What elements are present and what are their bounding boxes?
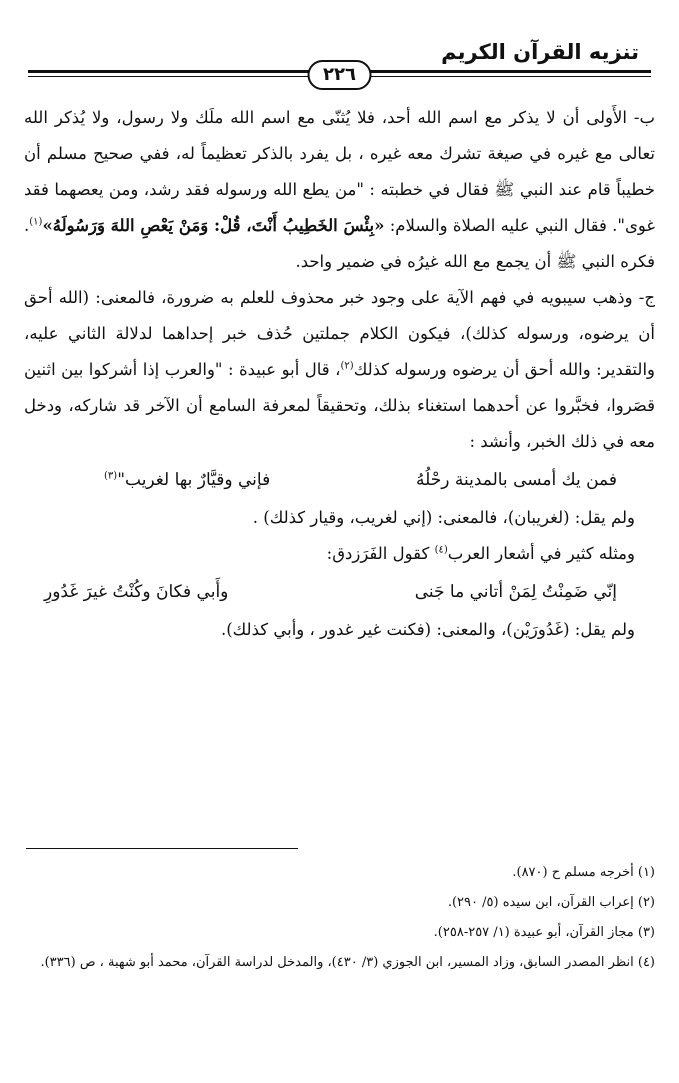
paragraph-text: ، قال أبو عبيدة : "والعرب إذا أشركوا بين اثنين قصَروا، فخبَّروا عن أحدهما استغناء بذلك، وتحقيقاً لمعرفة السامع أن الآخر قد شاركه، ودخل معه في ذلك الخبر، وأنشد : <box>24 360 655 451</box>
footnote: (١) أخرجه مسلم ح (٨٧٠). <box>512 865 655 880</box>
running-header-title: تنزيه القرآن الكريم <box>441 40 639 64</box>
paragraph-text: ج- وذهب سيبويه في فهم الآية على وجود خبر محذوف للعلم به ضرورة، فالمعنى: (الله أحق أن يرضوه، ورسوله كذلك)، فيكون الكلام جملتين حُذف خبر إحداهما لدلالة الثاني عليه، والتقدير: والله أحق أن يرضوه ورسوله كذلك <box>24 288 655 379</box>
footnote-marker: (٣) <box>104 470 118 482</box>
poetry-verse <box>24 460 655 500</box>
explanation-line: ومثله كثير في أشعار العرب$^{(٤)}$ كقول الفَرَزدق: <box>326 544 635 563</box>
paragraph-text: . فكره النبي ﷺ أن يجمع مع الله غيرُه في ضمير واحد. <box>24 216 655 271</box>
footnote-marker: (٤) <box>434 544 448 556</box>
explanation-line: ولم يقل: (غَدُورَيْن)، والمعنى: (فكنت غير غدور ، وأبي كذلك). <box>220 620 635 639</box>
verse-second-hemistich: فإني وقيَّارٌ بها لغريب"$^{(٣)}$ <box>104 470 271 490</box>
footnote: (٣) مجاز القرآن، أبو عبيدة (١/ ٢٥٧-٢٥٨). <box>433 925 655 940</box>
footnote: (٢) إعراب القرآن، ابن سيده (٥/ ٢٩٠). <box>447 895 655 910</box>
hadith-quote: «بِئْسَ الخَطِيبُ أَنْتَ، قُلْ: وَمَنْ يَعْصِ اللهَ وَرَسُولَهُ» <box>42 216 385 235</box>
verse-first-hemistich: فمن يك أمسى بالمدينة رحْلُهُ <box>415 470 617 490</box>
paragraph-text: ب- الأَولى أن لا يذكر مع اسم الله أحد، فلا يُثنّى مع اسم الله ملَك ولا رسول، ولا يُذكر الله تعالى مع غيره في صيغة تشرك معه غيره ، بل يفرد بالذكر تعظيماً له، ففي صحيح مسلم أن خطيباً قام عند النبي ﷺ فقال في خطبته : "من يطع الله ورسوله فقد رشد، ومن يعصهما فقد غوى". فقال النبي عليه الصلاة والسلام: <box>24 108 656 235</box>
poetry-verse <box>24 572 655 612</box>
footnote-marker: (١) <box>29 216 43 228</box>
verse-first-hemistich: إنّي ضَمِنْتُ لِمَنْ أتاني ما جَنى <box>414 582 617 602</box>
page-number: ٢٢٦ <box>307 60 372 90</box>
explanation-line: ولم يقل: (لغريبان)، فالمعنى: (إني لغريب، وقيار كذلك) . <box>252 508 635 527</box>
footnote: (٤) انظر المصدر السابق، وزاد المسير، ابن الجوزي (٣/ ٤٣٠)، والمدخل لدراسة القرآن، محمد أبو شهبة ، ص (٣٣٦). <box>40 955 655 970</box>
footnote-marker: (٢) <box>340 360 354 372</box>
footnotes <box>24 858 655 978</box>
body-text <box>24 100 655 648</box>
footnote-separator <box>26 848 298 849</box>
verse-second-hemistich: وأَبي فكانَ وكُنْتُ غيرَ غَدُورِ <box>44 582 229 602</box>
paragraph-j <box>24 280 655 460</box>
paragraph-b <box>24 100 655 280</box>
